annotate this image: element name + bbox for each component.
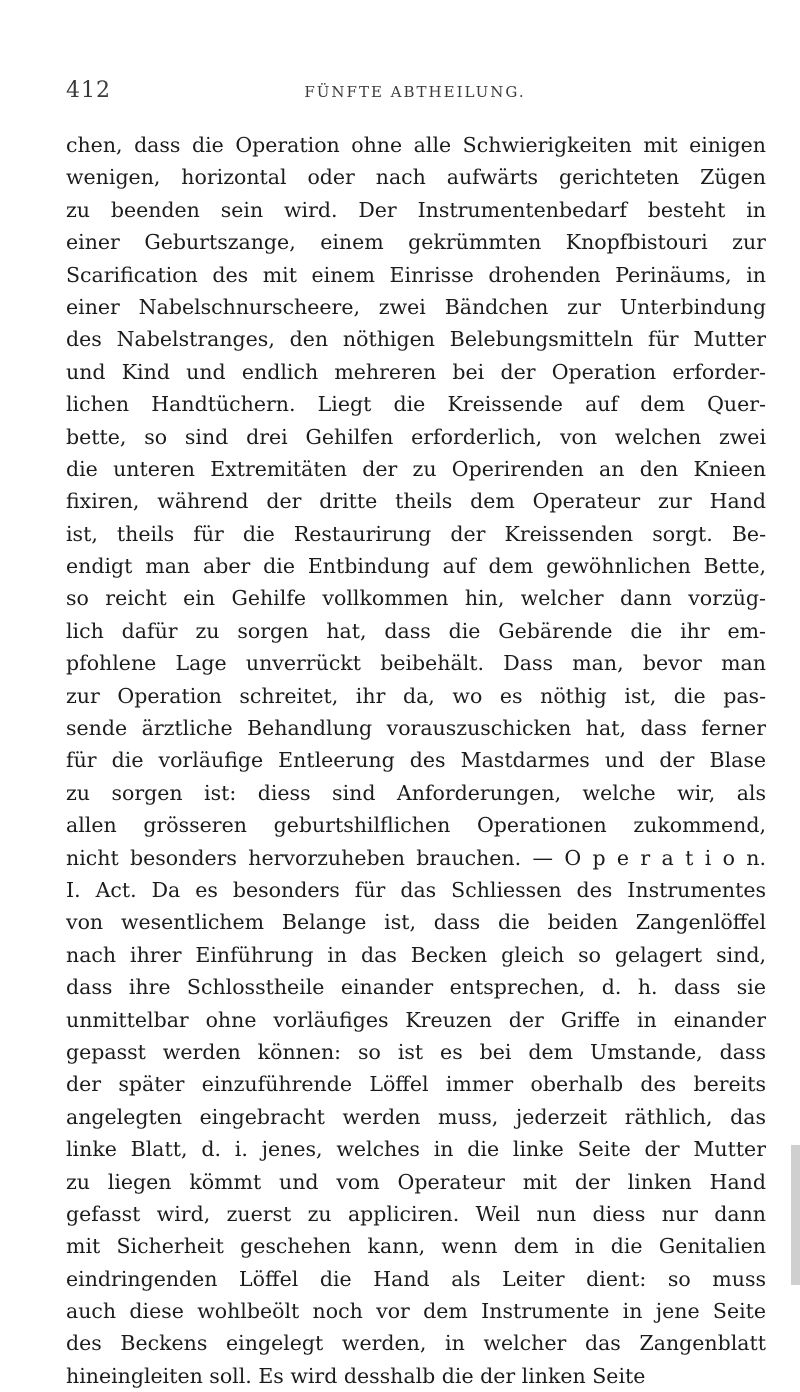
text-line: lichen Handtüchern. Liegt die Kreissende auf dem Quer- bbox=[66, 392, 766, 417]
running-head: FÜNFTE ABTHEILUNG. bbox=[304, 83, 526, 101]
text-line: allen grösseren geburtshilflichen Operationen zukommend, bbox=[66, 813, 766, 838]
text-line: chen, dass die Operation ohne alle Schwierigkeiten mit einigen bbox=[66, 133, 766, 157]
text-line: lich dafür zu sorgen hat, dass die Gebärende die ihr em- bbox=[66, 618, 766, 643]
text-line: I. Act. Da es besonders für das Schliessen des Instrumentes bbox=[66, 877, 766, 902]
text-line: zu sorgen ist: diess sind Anforderungen, welche wir, als bbox=[66, 780, 766, 805]
text-line: ist, theils für die Restaurirung der Kreissenden sorgt. Be- bbox=[66, 521, 766, 546]
text-line: Scarification des mit einem Einrisse drohenden Perinäums, in bbox=[66, 262, 766, 287]
text-line: zu beenden sein wird. Der Instrumentenbedarf besteht in bbox=[66, 197, 766, 222]
text-line: des Beckens eingelegt werden, in welcher das Zangenblatt bbox=[66, 1331, 766, 1356]
text-line: die unteren Extremitäten der zu Operirenden an den Knieen bbox=[66, 456, 766, 481]
text-line: bette, so sind drei Gehilfen erforderlich, von welchen zwei bbox=[66, 424, 766, 449]
text-line: nach ihrer Einführung in das Becken gleich so gelagert sind, bbox=[66, 942, 766, 967]
text-line: so reicht ein Gehilfe vollkommen hin, welcher dann vorzüg- bbox=[66, 586, 766, 611]
body-text bbox=[66, 129, 766, 1392]
text-line: dass ihre Schlosstheile einander entsprechen, d. h. dass sie bbox=[66, 975, 766, 1000]
page-header bbox=[66, 78, 764, 108]
text-line: auch diese wohlbeölt noch vor dem Instrumente in jene Seite bbox=[66, 1299, 766, 1324]
text-line: sende ärztliche Behandlung vorauszuschicken hat, dass ferner bbox=[66, 716, 766, 741]
text-line: eindringenden Löffel die Hand als Leiter dient: so muss bbox=[66, 1266, 766, 1291]
text-line: von wesentlichem Belange ist, dass die beiden Zangenlöffel bbox=[66, 910, 766, 935]
text-line: der später einzuführende Löffel immer oberhalb des bereits bbox=[66, 1072, 766, 1097]
text-line: angelegten eingebracht werden muss, jederzeit räthlich, das bbox=[66, 1104, 766, 1129]
text-line: wenigen, horizontal oder nach aufwärts gerichteten Zügen bbox=[66, 165, 766, 190]
text-line: mit Sicherheit geschehen kann, wenn dem in die Genitalien bbox=[66, 1234, 766, 1259]
text-line: einer Nabelschnurscheere, zwei Bändchen zur Unterbindung bbox=[66, 294, 766, 319]
page-number: 412 bbox=[66, 78, 111, 103]
text-line: nicht besonders hervorzuheben brauchen. — O p e r a t i o n. bbox=[66, 845, 766, 870]
text-line: hineingleiten soll. Es wird desshalb die der linken Seite bbox=[66, 1363, 646, 1388]
text-line: gefasst wird, zuerst zu appliciren. Weil nun diess nur dann bbox=[66, 1201, 766, 1226]
text-line: für die vorläufige Entleerung des Mastdarmes und der Blase bbox=[66, 748, 766, 773]
text-line: linke Blatt, d. i. jenes, welches in die linke Seite der Mutter bbox=[66, 1137, 766, 1162]
text-line: pfohlene Lage unverrückt beibehält. Dass man, bevor man bbox=[66, 651, 766, 676]
text-line: des Nabelstranges, den nöthigen Belebungsmitteln für Mutter bbox=[66, 327, 766, 352]
text-line: zur Operation schreitet, ihr da, wo es nöthig ist, die pas- bbox=[66, 683, 766, 708]
text-line: zu liegen kömmt und vom Operateur mit der linken Hand bbox=[66, 1169, 766, 1194]
text-line: und Kind und endlich mehreren bei der Operation erforder- bbox=[66, 359, 766, 384]
text-line: gepasst werden können: so ist es bei dem Umstande, dass bbox=[66, 1039, 766, 1064]
text-line: endigt man aber die Entbindung auf dem gewöhnlichen Bette, bbox=[66, 554, 766, 579]
text-line: einer Geburtszange, einem gekrümmten Knopfbistouri zur bbox=[66, 230, 766, 255]
text-line: unmittelbar ohne vorläufiges Kreuzen der Griffe in einander bbox=[66, 1007, 766, 1032]
page-edge-shadow bbox=[791, 1145, 800, 1285]
text-line: fixiren, während der dritte theils dem Operateur zur Hand bbox=[66, 489, 766, 514]
